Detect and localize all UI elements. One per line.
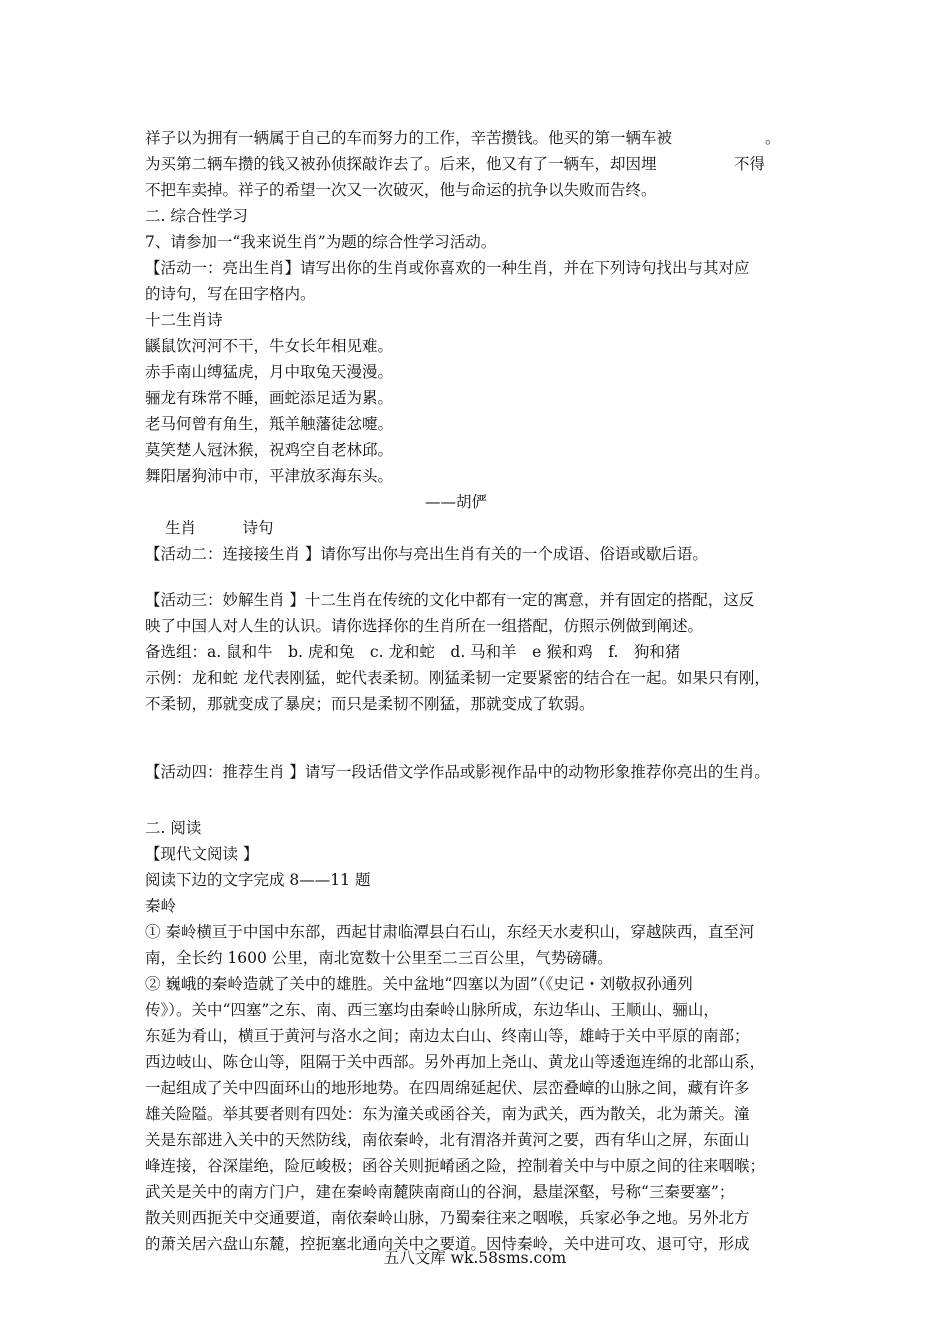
poem-author: ——胡俨 (425, 493, 488, 511)
text-line: 西边岐山、陈仓山等，阻隔于关中西部。另外再加上尧山、黄龙山等逶迤连绵的北部山系， (145, 1053, 766, 1071)
text-line: ② 巍峨的秦岭造就了关中的雄胜。关中盆地“四塞以为固”（《史记・刘敬叔孙通列 (145, 975, 693, 993)
page-footer: 五八文库 wk.58sms.com (383, 1249, 567, 1267)
section-heading: 二. 综合性学习 (145, 207, 248, 225)
text-line: 东延为肴山，横亘于黄河与洛水之间；南边太白山、终南山等，雄峙于关中平原的南部； (145, 1027, 750, 1045)
text-line: 的诗句，写在田字格内。 (145, 285, 316, 303)
text-line: 传》）。关中“四塞”之东、南、西三塞均由秦岭山脉所成，东边华山、王顺山、骊山， (145, 1001, 719, 1019)
text-line: 武关是关中的南方门户，建在秦岭南麓陕南商山的谷涧，悬崖深壑，号称“三秦要塞”； (145, 1183, 735, 1201)
text-line: 莫笑楚人冠沐猴，祝鸡空自老林邱。 (145, 441, 394, 459)
text-line: 7、请参加一“我来说生肖”为题的综合性学习活动。 (145, 233, 497, 251)
text-line: 映了中国人对人生的认识。请你选择你的生肖所在一组搭配，仿照示例做到阐述。 (145, 617, 704, 635)
table-header: 生肖 诗句 (165, 519, 274, 537)
text-line: 赤手南山缚猛虎，月中取兔天漫漫。 (145, 363, 394, 381)
text-line: 骊龙有珠常不睡，画蛇添足适为累。 (145, 389, 394, 407)
text-line: 祥子以为拥有一辆属于自己的车而努力的工作，辛苦攒钱。他买的第一辆车被 。 (145, 129, 781, 147)
text-line: 【活动二：连接接生肖 】请你写出你与亮出生肖有关的一个成语、俗语或歇后语。 (145, 545, 708, 563)
text-line: 一起组成了关中四面环山的地形地势。在四周绵延起伏、层峦叠嶂的山脉之间，藏有许多 (145, 1079, 750, 1097)
text-line: 关是东部进入关中的天然防线，南依秦岭，北有渭洛并黄河之要，西有华山之屏，东面山 (145, 1131, 750, 1149)
text-line: 不柔韧，那就变成了暴戾；而只是柔韧不刚猛，那就变成了软弱。 (145, 695, 595, 713)
text-line: 舞阳屠狗沛中市，平津放豕海东头。 (145, 467, 394, 485)
text-line: 不把车卖掉。祥子的希望一次又一次破灭，他与命运的抗争以失败而告终。 (145, 181, 657, 199)
sub-heading: 【现代文阅读 】 (145, 845, 259, 863)
article-title: 秦岭 (145, 897, 177, 915)
text-line: 【活动一：亮出生肖】请写出你的生肖或你喜欢的一种生肖，并在下列诗句找出与其对应 (145, 259, 750, 277)
text-line: 示例：龙和蛇 龙代表刚猛，蛇代表柔韧。刚猛柔韧一定要紧密的结合在一起。如果只有刚， (145, 669, 770, 687)
text-line: 【活动三：妙解生肖 】十二生肖在传统的文化中都有一定的寓意，并有固定的搭配，这反 (145, 591, 755, 609)
text-line: 【活动四：推荐生肖 】请写一段话借文学作品或影视作品中的动物形象推荐你亮出的生肖。 (145, 763, 770, 781)
text-line: 雄关险隘。举其要者则有四处：东为潼关或函谷关，南为武关，西为散关，北为萧关。潼 (145, 1105, 750, 1123)
text-line: 为买第二辆车攒的钱又被孙侦探敲诈去了。后来，他又有了一辆车，却因埋 不得 (145, 155, 766, 173)
text-line: 阅读下边的文字完成 8——11 题 (145, 871, 371, 889)
text-line: 老马何曾有角生，羝羊触藩徒忿嚏。 (145, 415, 394, 433)
text-line: 鼷鼠饮河河不干，牛女长年相见难。 (145, 337, 394, 355)
text-line: 备选组：a. 鼠和牛 b. 虎和兔 c. 龙和蛇 d. 马和羊 e 猴和鸡 f. 狗和猪 (145, 643, 681, 661)
poem-title: 十二生肖诗 (145, 311, 223, 329)
section-heading: 二. 阅读 (145, 819, 202, 837)
text-line: 峰连接，谷深崖绝，险厄峻极；函谷关则扼崤函之险，控制着关中与中原之间的往来咽喉； (145, 1157, 766, 1175)
text-line: 的萧关居六盘山东麓，控扼塞北通向关中之要道。因恃秦岭，关中进可攻、退可守，形成 (145, 1235, 750, 1253)
text-line: ① 秦岭横亘于中国中东部，西起甘肃临潭县白石山，东经天水麦积山，穿越陕西，直至河 (145, 923, 755, 941)
text-line: 散关则西扼关中交通要道，南依秦岭山脉，乃蜀秦往来之咽喉，兵家必争之地。另外北方 (145, 1209, 750, 1227)
text-line: 南，全长约 1600 公里，南北宽数十公里至二三百公里，气势磅礴。 (145, 949, 613, 967)
